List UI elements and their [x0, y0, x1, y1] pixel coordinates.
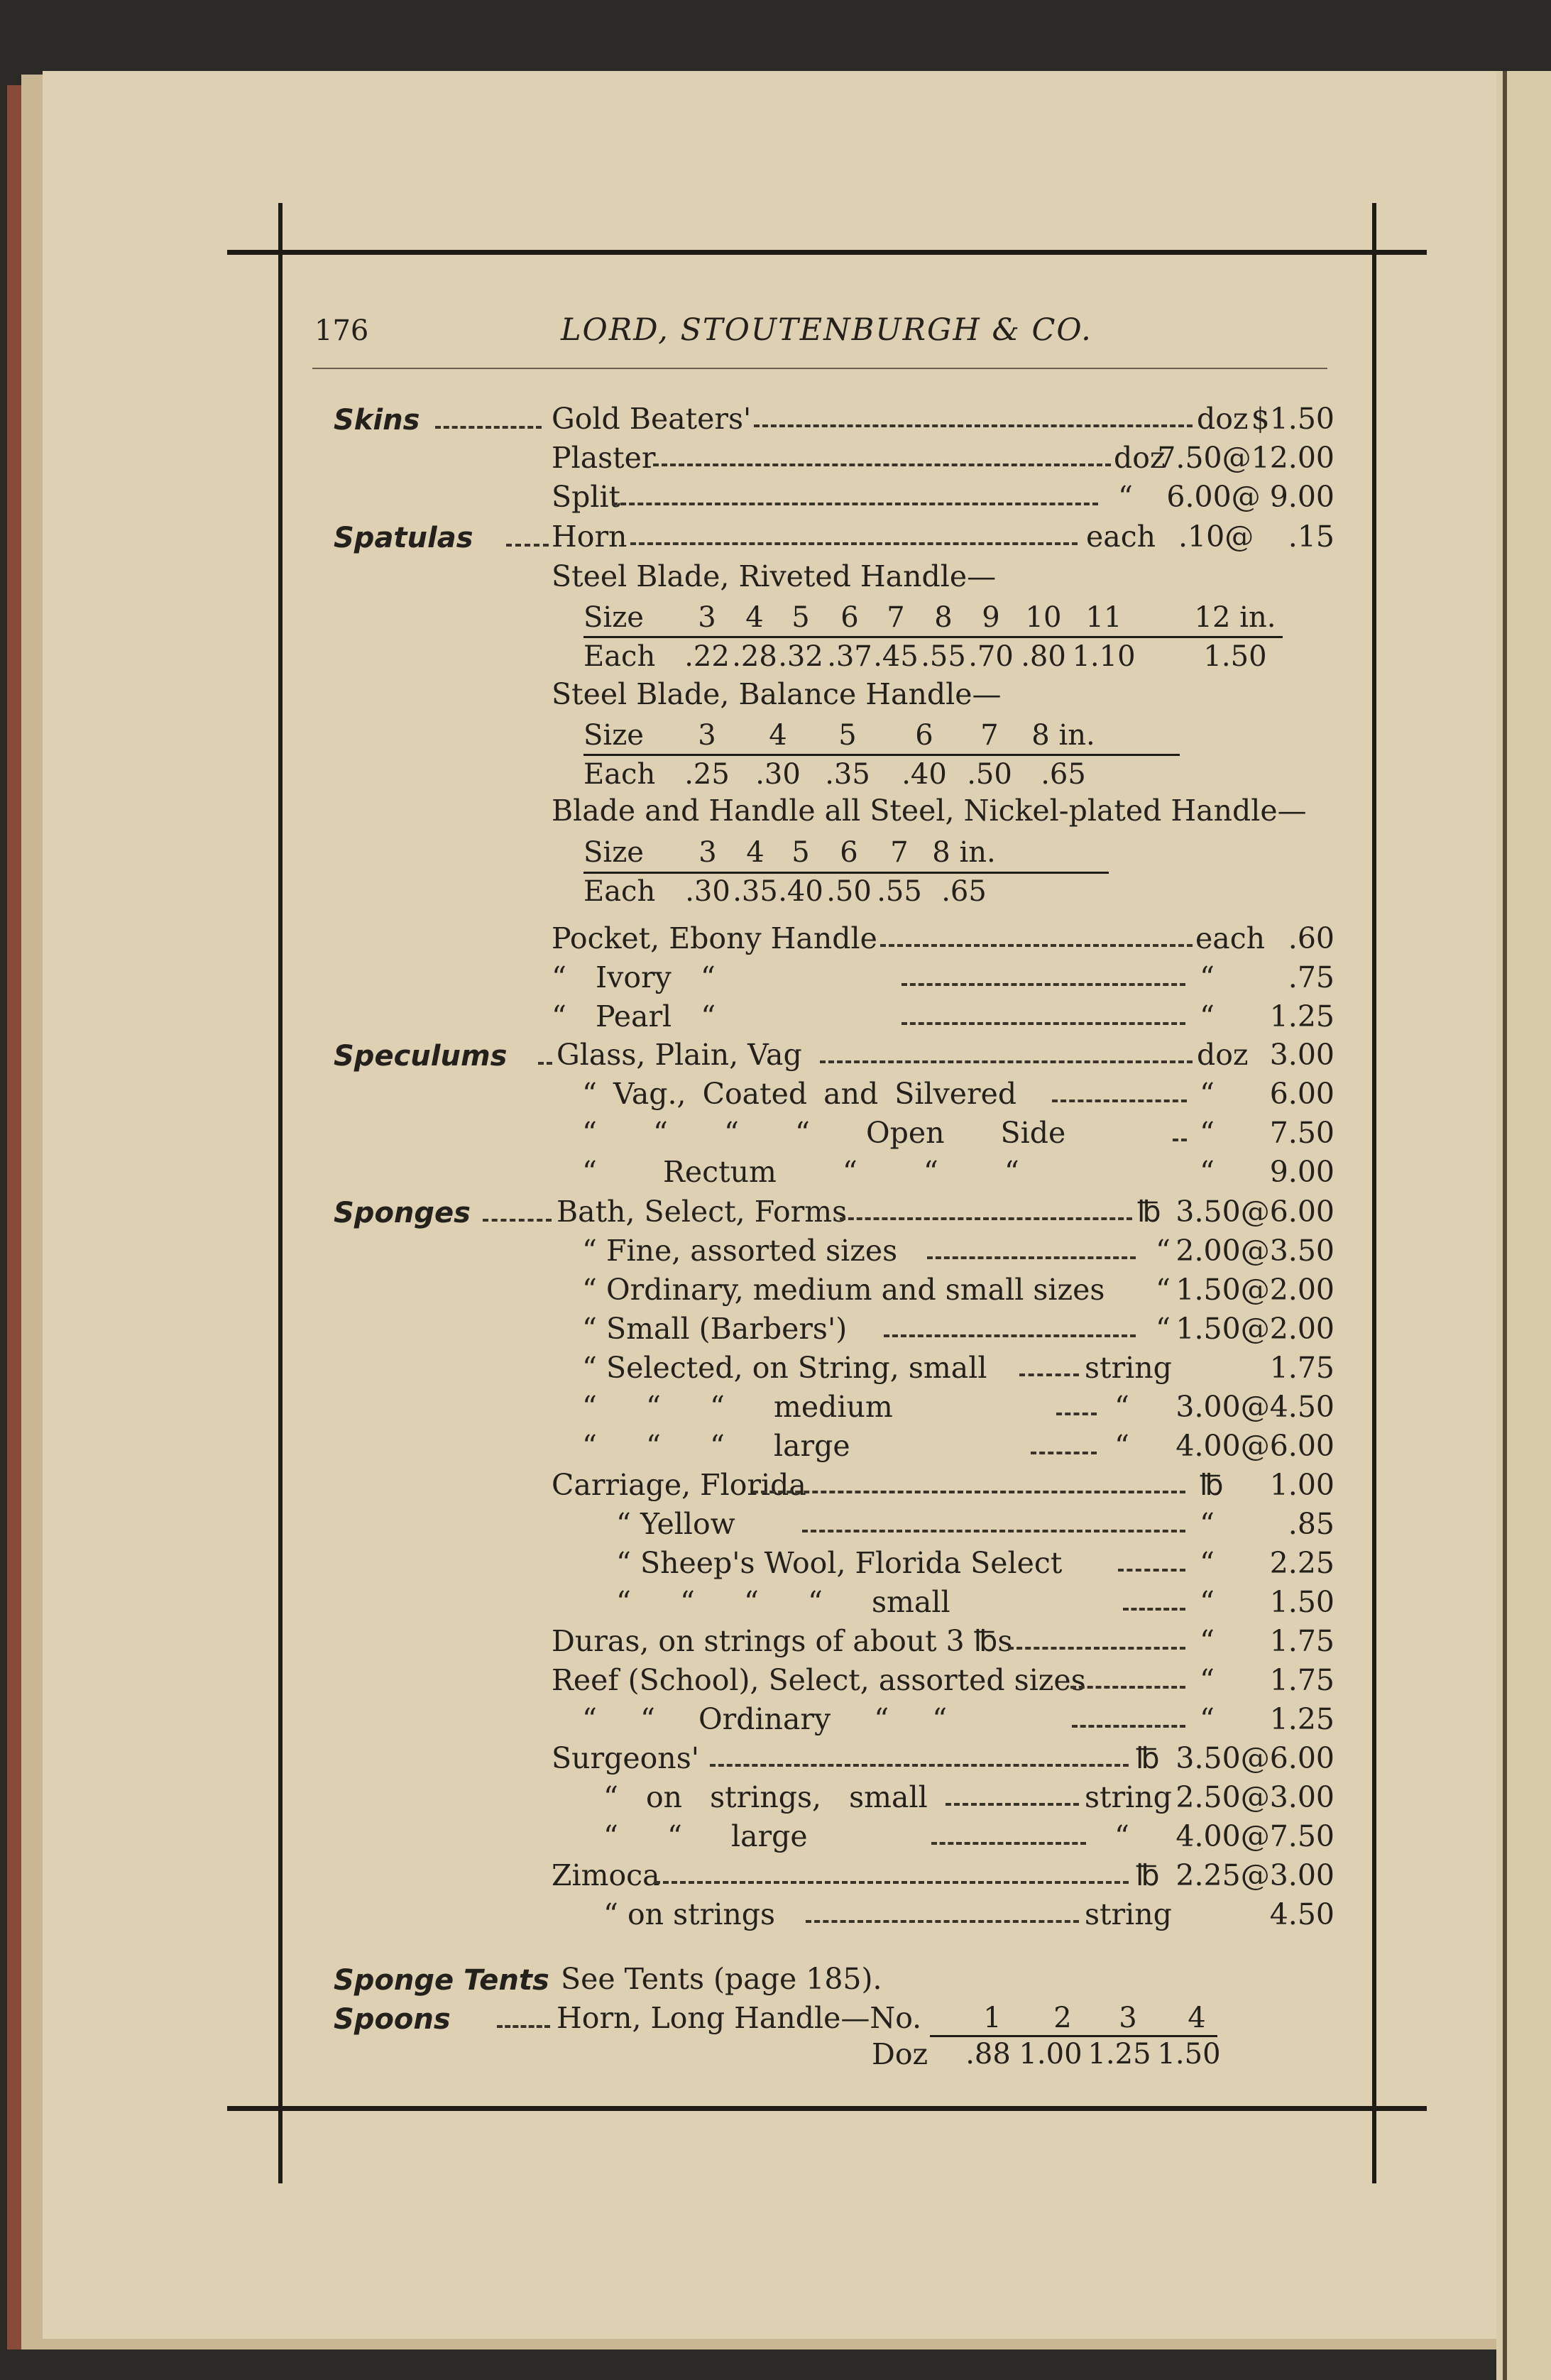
- item-price: 4.00@7.50: [1175, 1819, 1334, 1853]
- frame-right-rule: [1372, 203, 1376, 2183]
- item-price: 3.00@4.50: [1175, 1390, 1334, 1424]
- frame-left-rule: [278, 203, 283, 2183]
- item-label: Horn: [552, 520, 627, 554]
- category-label: Sponge Tents: [334, 1964, 549, 1997]
- size-cell: 8: [934, 601, 953, 634]
- price-cell: .22: [684, 640, 730, 673]
- item-price: 4.50: [1269, 1897, 1334, 1931]
- item-label: “ Selected, on String, small: [582, 1351, 987, 1385]
- header-rule: [312, 368, 1327, 369]
- item-price: 1.50@2.00: [1175, 1312, 1334, 1346]
- item-price: 7.50@12.00: [1157, 441, 1334, 475]
- item-label: Plaster: [552, 441, 656, 475]
- price-cell: .45: [873, 640, 919, 673]
- price-cell: .40: [778, 875, 823, 908]
- category-label: Speculums: [334, 1040, 508, 1073]
- item-label: Reef (School), Select, assorted sizes: [552, 1663, 1086, 1697]
- subheading: Steel Blade, Balance Handle—: [552, 677, 1002, 711]
- item-label: “ “ “ large: [582, 1429, 850, 1463]
- price-cell: .35: [825, 758, 870, 791]
- item-unit: ℔: [1136, 1741, 1160, 1775]
- size-cell: 4: [746, 836, 764, 869]
- item-label: Pocket, Ebony Handle: [552, 921, 877, 955]
- price-cell: .50: [967, 758, 1012, 791]
- size-cell: 3: [698, 719, 716, 752]
- item-unit: “: [1200, 1702, 1215, 1736]
- each-label: Each: [583, 758, 656, 791]
- size-cell: 6: [840, 601, 859, 634]
- item-unit: “: [1200, 960, 1215, 994]
- item-unit: “: [1114, 1819, 1129, 1853]
- item-label: Bath, Select, Forms: [557, 1195, 848, 1229]
- size-label: Size: [583, 601, 644, 634]
- item-label: “ Small (Barbers'): [582, 1312, 848, 1346]
- item-unit: “: [1118, 480, 1133, 514]
- page-title: LORD, STOUTENBURGH & CO.: [561, 312, 1092, 348]
- size-label: Size: [583, 836, 644, 869]
- size-cell: 8 in.: [1031, 719, 1095, 752]
- item-unit: “: [1114, 1390, 1129, 1424]
- item-label: “ Ordinary, medium and small sizes: [582, 1273, 1105, 1307]
- size-cell: 3: [698, 601, 716, 634]
- item-price: 1.25: [1269, 1702, 1334, 1736]
- item-label: “ Vag., Coated and Silvered: [582, 1077, 1017, 1111]
- price-cell: .55: [877, 875, 922, 908]
- price-cell: .80: [1021, 640, 1066, 673]
- number-cell: 3: [1119, 2002, 1137, 2034]
- item-label: “ “ “ “ Open Side: [582, 1116, 1066, 1150]
- item-unit: “: [1200, 1077, 1215, 1111]
- doz-label: Doz: [872, 2037, 928, 2071]
- size-cell: 3: [698, 836, 717, 869]
- item-price: 1.75: [1269, 1663, 1334, 1697]
- size-cell: 7: [890, 836, 909, 869]
- price-cell: .55: [921, 640, 966, 673]
- item-price: 2.00@3.50: [1175, 1234, 1334, 1268]
- page-number: 176: [314, 314, 369, 347]
- category-label: Spatulas: [334, 522, 473, 554]
- item-price: 2.25: [1269, 1546, 1334, 1580]
- item-label: “ “ large: [603, 1819, 808, 1853]
- price-cell: .30: [685, 875, 730, 908]
- number-cell: 2: [1053, 2002, 1072, 2034]
- item-unit: string: [1085, 1351, 1172, 1385]
- item-label: See Tents (page 185).: [561, 1962, 882, 1996]
- item-unit: ℔: [1137, 1195, 1161, 1229]
- item-label: “ Rectum “ “ “: [582, 1155, 1019, 1189]
- item-unit: each: [1195, 921, 1266, 955]
- item-price: 2.50@3.00: [1175, 1780, 1334, 1814]
- size-cell: 11: [1085, 601, 1122, 634]
- size-cell: 4: [769, 719, 787, 752]
- price-cell: .30: [755, 758, 801, 791]
- item-price: .75: [1288, 960, 1334, 994]
- item-label: “ on strings: [603, 1897, 776, 1931]
- category-label: Sponges: [334, 1197, 471, 1229]
- each-label: Each: [583, 640, 656, 673]
- price-cell: .65: [941, 875, 987, 908]
- item-price: 6.00: [1269, 1077, 1334, 1111]
- price-cell: .40: [901, 758, 947, 791]
- item-unit: doz: [1197, 402, 1249, 436]
- size-cell: 6: [840, 836, 858, 869]
- item-price: 3.50@6.00: [1175, 1195, 1334, 1229]
- item-unit: “: [1200, 1663, 1215, 1697]
- item-label: “ “ “ medium: [582, 1390, 893, 1424]
- price-cell: .70: [968, 640, 1014, 673]
- item-price: 9.00: [1269, 1155, 1334, 1189]
- size-cell: 10: [1025, 601, 1062, 634]
- item-unit: “: [1200, 1155, 1215, 1189]
- item-label: Split: [552, 480, 621, 514]
- item-label: Horn, Long Handle—No.: [557, 2001, 922, 2035]
- item-label: Glass, Plain, Vag: [557, 1038, 802, 1072]
- item-price: 3.00: [1269, 1038, 1334, 1072]
- item-unit: doz: [1114, 441, 1166, 475]
- price-cell: 1.50: [1157, 2038, 1221, 2071]
- subheading: Steel Blade, Riveted Handle—: [552, 559, 997, 593]
- item-unit: ℔: [1200, 1468, 1224, 1502]
- item-price: 1.50@2.00: [1175, 1273, 1334, 1307]
- item-unit: string: [1085, 1780, 1172, 1814]
- item-price: 3.50@6.00: [1175, 1741, 1334, 1775]
- price-cell: 1.10: [1072, 640, 1136, 673]
- item-label: “ on strings, small: [603, 1780, 928, 1814]
- category-label: Spoons: [334, 2003, 451, 2036]
- size-cell: 9: [982, 601, 1000, 634]
- category-label: Skins: [334, 404, 420, 437]
- price-cell: 1.50: [1203, 640, 1267, 673]
- item-label: “ Fine, assorted sizes: [582, 1234, 898, 1268]
- price-cell: .37: [827, 640, 872, 673]
- price-cell: 1.00: [1019, 2038, 1083, 2071]
- size-cell: 7: [980, 719, 999, 752]
- item-unit: “: [1114, 1429, 1129, 1463]
- item-price: 2.25@3.00: [1175, 1858, 1334, 1892]
- size-cell: 6: [915, 719, 933, 752]
- number-cell: 1: [983, 2002, 1002, 2034]
- price-cell: .65: [1041, 758, 1086, 791]
- price-cell: .50: [826, 875, 872, 908]
- item-unit: “: [1156, 1312, 1171, 1346]
- item-unit: ℔: [1136, 1858, 1160, 1892]
- size-cell: 5: [791, 601, 810, 634]
- price-cell: .32: [778, 640, 823, 673]
- item-price: 1.25: [1269, 999, 1334, 1033]
- price-cell: .88: [965, 2038, 1011, 2071]
- item-unit: “: [1200, 1116, 1215, 1150]
- item-price-low: .10@: [1178, 520, 1254, 554]
- size-cell: 12 in.: [1194, 601, 1276, 634]
- item-price: 1.75: [1269, 1351, 1334, 1385]
- item-label: “ Pearl “: [552, 999, 716, 1033]
- item-label: Duras, on strings of about 3 ℔s: [552, 1624, 1013, 1658]
- size-cell: 5: [838, 719, 857, 752]
- item-label: Carriage, Florida: [552, 1468, 806, 1502]
- item-unit: string: [1085, 1897, 1172, 1931]
- size-cell: 5: [791, 836, 810, 869]
- number-cell: 4: [1188, 2002, 1206, 2034]
- item-unit: “: [1200, 1507, 1215, 1541]
- item-unit: “: [1200, 999, 1215, 1033]
- item-unit: each: [1086, 520, 1156, 554]
- item-label: Zimoca: [552, 1858, 660, 1892]
- item-price: $1.50: [1251, 402, 1334, 436]
- item-unit: “: [1156, 1234, 1171, 1268]
- subheading: Blade and Handle all Steel, Nickel-plated Handle—: [552, 794, 1307, 828]
- price-cell: .25: [684, 758, 730, 791]
- size-cell: 4: [745, 601, 764, 634]
- item-price: 1.00: [1269, 1468, 1334, 1502]
- price-cell: 1.25: [1087, 2038, 1151, 2071]
- size-cell: 8 in.: [932, 836, 996, 869]
- item-label: “ “ Ordinary “ “: [582, 1702, 948, 1736]
- item-label: Surgeons': [552, 1741, 700, 1775]
- item-unit: “: [1156, 1273, 1171, 1307]
- item-price: .60: [1288, 921, 1334, 955]
- item-price: 1.50: [1269, 1585, 1334, 1619]
- size-cell: 7: [887, 601, 905, 634]
- item-price: 7.50: [1269, 1116, 1334, 1150]
- item-label: “ “ “ “ small: [616, 1585, 950, 1619]
- item-label: Gold Beaters': [552, 402, 752, 436]
- price-cell: .28: [732, 640, 777, 673]
- item-price: 6.00@ 9.00: [1166, 480, 1334, 514]
- item-price: .15: [1288, 520, 1334, 554]
- item-label: “ Sheep's Wool, Florida Select: [616, 1546, 1063, 1580]
- item-price: 4.00@6.00: [1175, 1429, 1334, 1463]
- item-label: “ Ivory “: [552, 960, 716, 994]
- item-label: “ Yellow: [616, 1507, 735, 1541]
- item-price: .85: [1288, 1507, 1334, 1541]
- item-unit: doz: [1197, 1038, 1249, 1072]
- item-unit: “: [1200, 1624, 1215, 1658]
- top-rule: [227, 250, 1427, 255]
- item-unit: “: [1200, 1546, 1215, 1580]
- bottom-rule: [227, 2106, 1427, 2111]
- size-label: Size: [583, 719, 644, 752]
- item-unit: “: [1200, 1585, 1215, 1619]
- each-label: Each: [583, 875, 656, 908]
- price-cell: .35: [733, 875, 778, 908]
- item-price: 1.75: [1269, 1624, 1334, 1658]
